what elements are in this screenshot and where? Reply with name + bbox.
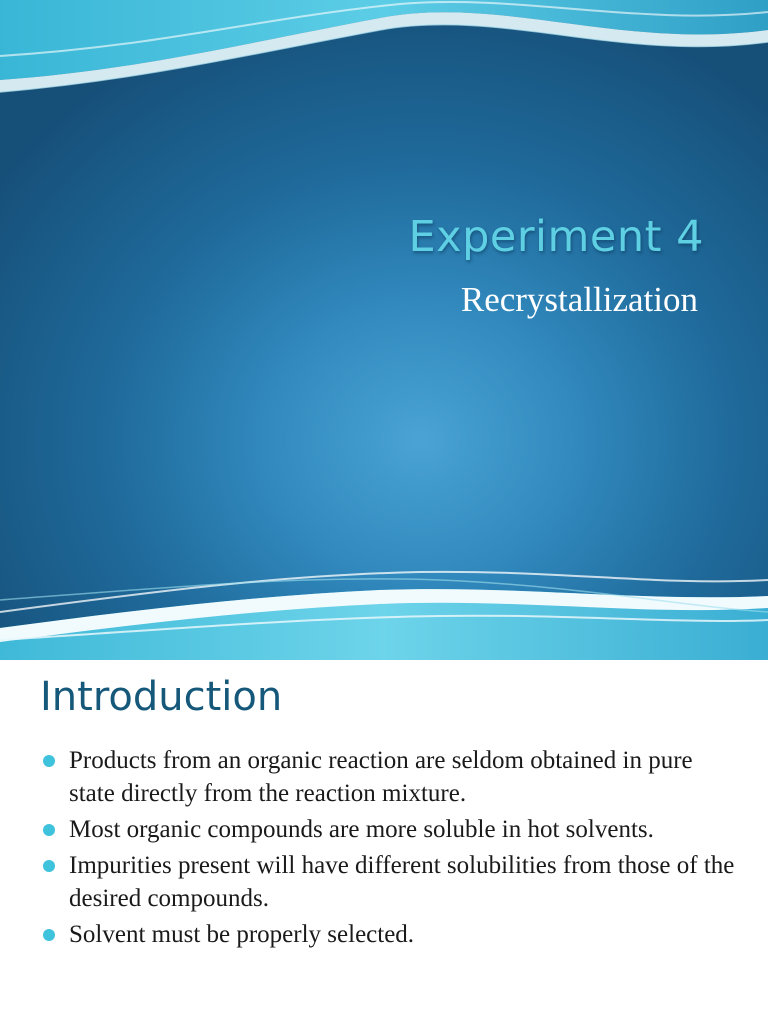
bullet-item: [40, 849, 740, 915]
bullet-item: [40, 918, 740, 951]
slide-heading: Introduction: [40, 674, 283, 720]
slide-subtitle: Recrystallization: [460, 280, 698, 319]
bullet-text: Impurities present will have different solubilities from those of the desired compounds.: [69, 852, 735, 912]
bullet-dot-icon: [43, 860, 55, 872]
bullet-item: [40, 744, 740, 810]
slide-title: Experiment 4: [408, 212, 704, 262]
introduction-slide: [0, 660, 768, 1024]
bullet-text: Solvent must be properly selected.: [69, 921, 415, 948]
bullet-list: [40, 744, 740, 954]
bullet-dot-icon: [43, 755, 55, 767]
bullet-text: Most organic compounds are more soluble in hot solvents.: [69, 816, 654, 843]
bullet-item: [40, 813, 740, 846]
bullet-dot-icon: [43, 929, 55, 941]
bullet-dot-icon: [43, 824, 55, 836]
bullet-text: Products from an organic reaction are seldom obtained in pure state directly from the reaction mixture.: [69, 747, 693, 807]
